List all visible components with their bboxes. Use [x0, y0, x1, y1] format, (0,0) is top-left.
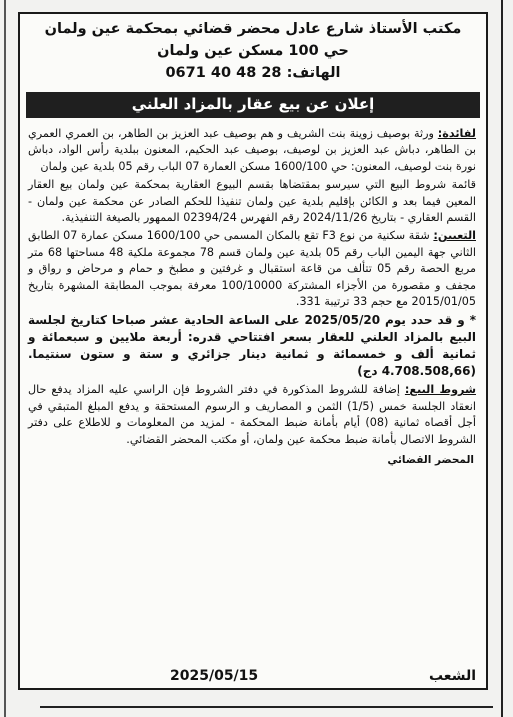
newspaper-name: الشعب	[428, 668, 476, 684]
designation-text: شقة سكنية من نوع F3 تقع بالمكان المسمى حي 1600/100 مسكن عمارة 07 الطابق الثاني جهة اليمين الباب رقم 05 بلدية عين ولمان قسم 78 مجموعة ملكية 48 مساحتها 68 متر مربع الحصة رقم 05 تتألف من قاعة استقبال و غرفتين و مطبخ و حمام و مرحاض و رواق و مجفف و مقصورة من الأجزاء المشتركة 100/10000 معرفة بموجب المطابقة المشهرة بتاريخ 2015/01/05 مع حجم 33 ترتيبة 331.	[28, 229, 477, 309]
office-address: حي 100 مسكن عين ولمان	[157, 43, 349, 59]
publication-footer	[20, 668, 486, 684]
designation-paragraph	[28, 228, 476, 310]
conditions-paragraph: قائمة شروط البيع التي سيرسو بمقتضاها بقسم البيوع العقارية بمحكمة عين ولمان بيع العقار المعين فيما بعد و الكائن بإقليم بلدية عين ولمان تنفيذا للحكم الصادر عن محكمة عين ولمان - القسم العقاري - بتاريخ 2024/11/26 رقم الفهرس 02394/24 الممهور بالصيغة التنفيذية.	[28, 178, 476, 225]
sale-terms-label: شروط البيع:	[404, 383, 476, 397]
auction-date-paragraph: * و قد حدد يوم 2025/05/20 على الساعة الحادية عشر صباحا كتاريخ لجلسة البيع بالمزاد العلني للعقار بسعر افتتاحي قدره: أربعة ملايين و سبعمائة و ثمانية ألف و خمسمائة و ثمانية دينار جزائري و ستة و ستون سنتيما. (4.708.508,66 دج)	[28, 313, 476, 379]
phone-number: 0671 40 48 28	[165, 65, 282, 81]
newspaper-clipping	[18, 12, 488, 690]
designation-label: التعيين:	[433, 229, 476, 243]
announcement-title: إعلان عن بيع عقار بالمزاد العلني	[26, 92, 480, 118]
phone-label: الهاتف:	[286, 65, 341, 81]
sale-terms-text: إضافة للشروط المذكورة في دفتر الشروط فإن الراسي عليه المزاد يدفع حال انعقاد الجلسة خمس (1/5) الثمن و المصاريف و الرسوم المستحقة و يدفع المبلغ المتبقي في أجل أقصاه ثمانية (08) أيام بأمانة ضبط المحكمة - لمزيد من المعلومات و للاطلاع على دفتر الشروط الاتصال بأمانة ضبط محكمة عين ولمان، أو مكتب المحضر القضائي.	[28, 383, 476, 446]
beneficiaries-text: ورثة بوصيف زوينة بنت الشريف و هم بوصيف عبد العزيز بن الطاهر، بن العمري العمري بن الطاهر، دباش عبد العزيز بن لوصيف، بوصيف عبد الحكيم، المعنون ببلدية رأس الواد، دباش نورة بنت لوصيف، المعنون: حي 1600/100 مسكن العمارة 07 الباب رقم 05 بلدية عين ولمان	[28, 127, 476, 173]
column-rule-left	[4, 0, 6, 717]
column-rule-right	[501, 0, 503, 717]
signature-block	[20, 450, 486, 466]
announcement-body	[20, 122, 486, 448]
sale-terms-paragraph	[28, 382, 476, 448]
publication-date: 2025/05/15	[170, 668, 259, 684]
next-ad-border	[40, 706, 493, 708]
office-name: مكتب الأستاذ شارع عادل محضر قضائي بمحكمة عين ولمان	[44, 21, 462, 37]
beneficiaries-paragraph	[28, 126, 476, 175]
office-phone-line	[28, 62, 478, 84]
signature-label: المحضر القضائي	[387, 454, 474, 467]
beneficiaries-label: لفائدة:	[437, 127, 476, 140]
office-header	[20, 14, 486, 86]
